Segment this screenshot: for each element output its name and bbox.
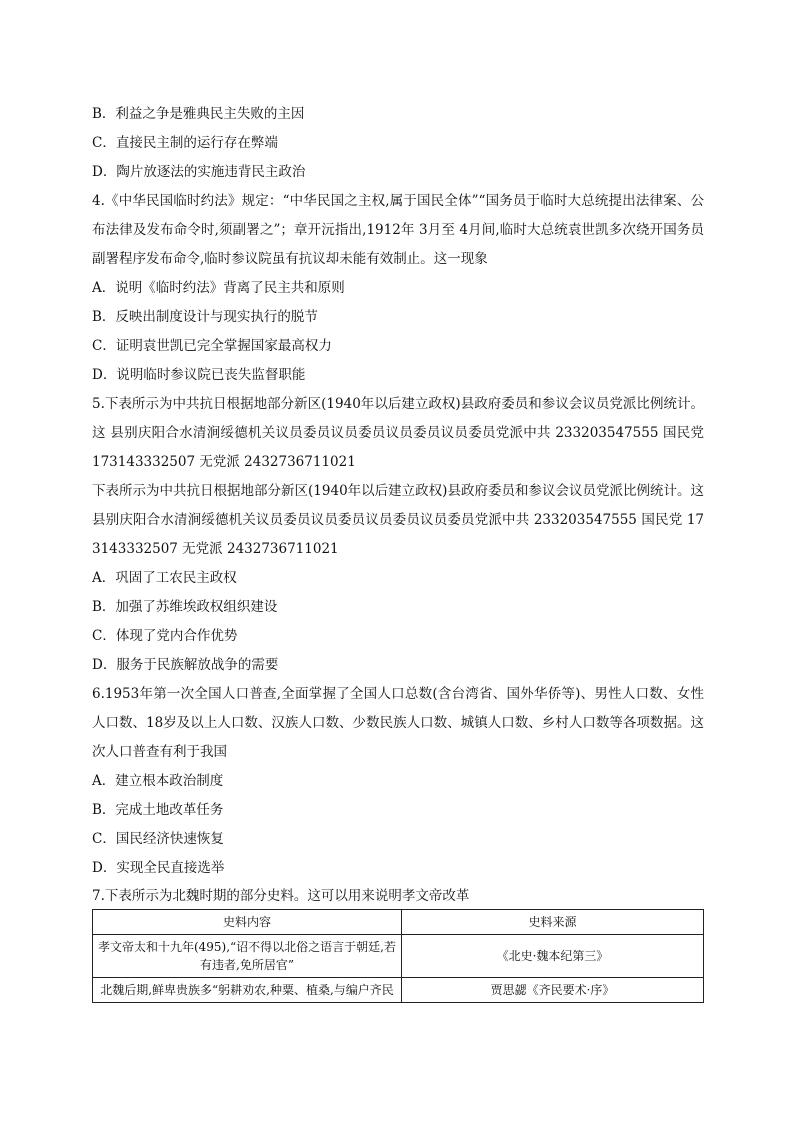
q4-option-a: A．说明《临时约法》背离了民主共和原则 <box>92 280 345 296</box>
q6-option-c: C．国民经济快速恢复 <box>92 831 224 847</box>
q5-option-a: A．巩固了工农民主政权 <box>92 570 237 586</box>
q4-option-d: D．说明临时参议院已丧失监督职能 <box>92 367 306 383</box>
q4-option-b: B．反映出制度设计与现实执行的脱节 <box>92 309 318 325</box>
table-header-row <box>93 910 704 935</box>
table-row <box>93 935 704 978</box>
q4-stem: 4.《中华民国临时约法》规定：“中华民国之主权,属于国民全体”“国务员于临时大总统提出法律案、公布法律及发布命令时,须副署之”；章开沅指出,1912年 3月至 4月间,临时大总统袁世凯多次绕开国务员副署程序发布命令,临时参议院虽有抗议却未能有效制止。这一现象 <box>92 193 704 267</box>
q3-option-b: B．利益之争是雅典民主失败的主因 <box>92 106 305 122</box>
q3-option-c: C．直接民主制的运行存在弊端 <box>92 135 278 151</box>
q6-option-d: D．实现全民直接选举 <box>92 860 225 876</box>
table-cell-source: 《北史·魏本纪第三》 <box>402 935 704 978</box>
question-4 <box>92 187 704 390</box>
q5-option-b: B．加强了苏维埃政权组织建设 <box>92 599 278 615</box>
question-7 <box>92 883 704 1003</box>
q3-option-d: D．陶片放逐法的实施违背民主政治 <box>92 164 306 180</box>
table-row <box>93 978 704 1003</box>
table-cell-content: 孝文帝太和十九年(495),“诏不得以北俗之语言于朝廷,若有违者,免所居官” <box>93 935 402 978</box>
table-cell-content: 北魏后期,鲜卑贵族多“躬耕劝农,种粟、植桑,与编户齐民 <box>93 978 402 1003</box>
q7-stem: 7.下表所示为北魏时期的部分史料。这可以用来说明孝文帝改革 <box>92 888 470 904</box>
question-5 <box>92 390 704 680</box>
q5-stem: 5.下表所示为中共抗日根据地部分新区(1940年以后建立政权)县政府委员和参议会议员党派比例统计。这 县别庆阳合水清涧绥德机关议员委员议员委员议员委员议员委员党派中共 233203547555 国民党 173143332507 无党派 2432736711021 <box>92 396 704 470</box>
question-6 <box>92 680 704 883</box>
q5-stem-repeat: 下表所示为中共抗日根据地部分新区(1940年以后建立政权)县政府委员和参议会议员党派比例统计。这 县别庆阳合水清涧绥德机关议员委员议员委员议员委员议员委员党派中共 233203547555 国民党 173143332507 无党派 2432736711021 <box>92 483 704 557</box>
q6-option-b: B．完成土地改革任务 <box>92 802 224 818</box>
table-cell-source: 贾思勰《齐民要术·序》 <box>402 978 704 1003</box>
q5-option-c: C．体现了党内合作优势 <box>92 628 238 644</box>
table-header-source: 史料来源 <box>402 910 704 935</box>
q6-stem: 6.1953年第一次全国人口普查,全面掌握了全国人口总数(含台湾省、国外华侨等)、男性人口数、女性人口数、18岁及以上人口数、汉族人口数、少数民族人口数、城镇人口数、乡村人口数等各项数据。这次人口普查有利于我国 <box>92 686 704 760</box>
q3-options <box>92 100 704 187</box>
q6-option-a: A．建立根本政治制度 <box>92 773 224 789</box>
q7-source-table <box>92 909 704 1003</box>
q4-option-c: C．证明袁世凯已完全掌握国家最高权力 <box>92 338 332 354</box>
exam-page <box>92 100 704 1003</box>
table-header-content: 史料内容 <box>93 910 402 935</box>
q5-option-d: D．服务于民族解放战争的需要 <box>92 657 279 673</box>
